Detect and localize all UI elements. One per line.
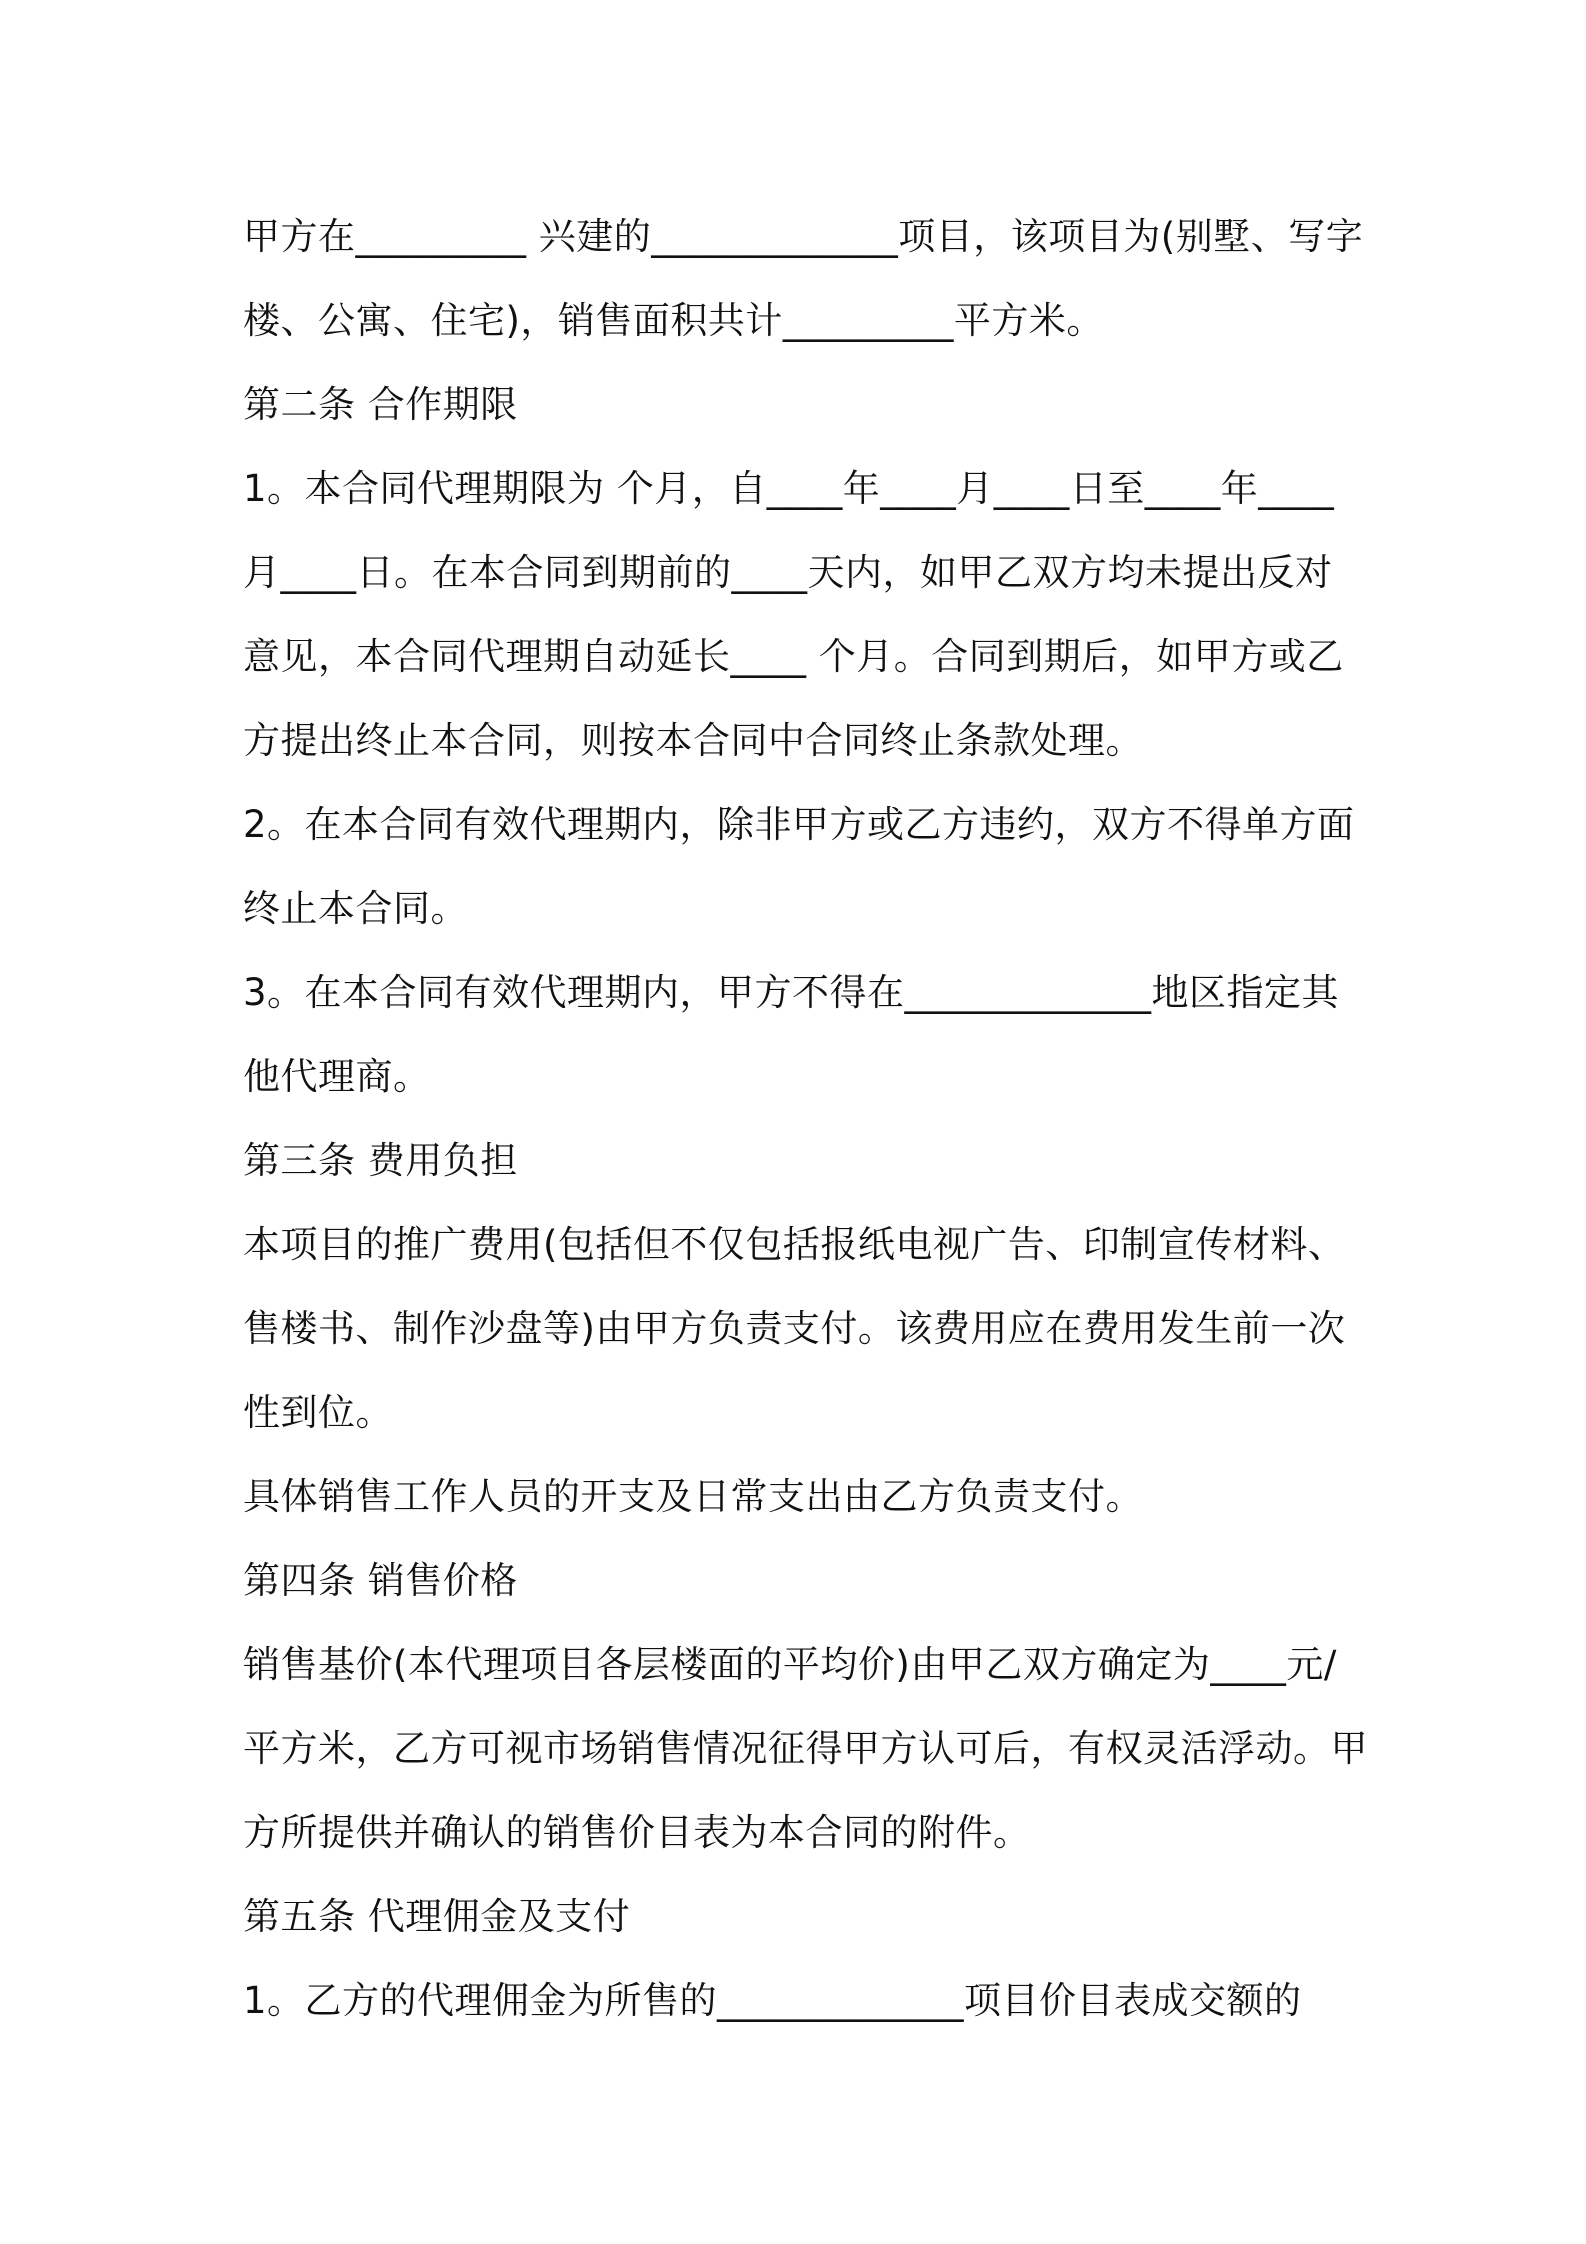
text-line: 意见，本合同代理期自动延长____ 个月。合同到期后，如甲方或乙 [243, 635, 1344, 678]
text-line: 平方米，乙方可视市场销售情况征得甲方认可后，有权灵活浮动。甲 [243, 1727, 1368, 1770]
section-heading: 第四条 销售价格 [243, 1559, 518, 1602]
section-heading: 第三条 费用负担 [243, 1139, 518, 1182]
text-line: 性到位。 [243, 1391, 393, 1434]
section-heading: 第五条 代理佣金及支付 [243, 1895, 631, 1938]
text-line: 具体销售工作人员的开支及日常支出由乙方负责支付。 [243, 1475, 1143, 1518]
text-line: 售楼书、制作沙盘等)由甲方负责支付。该费用应在费用发生前一次 [243, 1307, 1346, 1350]
text-line: 月____日。在本合同到期前的____天内，如甲乙双方均未提出反对 [243, 551, 1333, 594]
text-line: 方提出终止本合同，则按本合同中合同终止条款处理。 [243, 719, 1143, 762]
text-line: 楼、公寓、住宅)，销售面积共计_________平方米。 [243, 299, 1104, 342]
text-line: 甲方在_________ 兴建的_____________项目，该项目为(别墅、写字 [243, 215, 1364, 258]
text-line: 销售基价(本代理项目各层楼面的平均价)由甲乙双方确定为____元/ [243, 1643, 1337, 1686]
text-line: 3。在本合同有效代理期内，甲方不得在_____________地区指定其 [243, 971, 1340, 1014]
text-line: 方所提供并确认的销售价目表为本合同的附件。 [243, 1811, 1031, 1854]
section-heading: 第二条 合作期限 [243, 383, 518, 426]
document-body [243, 195, 1368, 2043]
text-line: 1。本合同代理期限为 个月，自____年____月____日至____年____ [243, 467, 1335, 510]
text-line: 2。在本合同有效代理期内，除非甲方或乙方违约，双方不得单方面 [243, 803, 1355, 846]
text-line: 本项目的推广费用(包括但不仅包括报纸电视广告、印制宣传材料、 [243, 1223, 1346, 1266]
text-line: 终止本合同。 [243, 887, 468, 930]
text-line: 他代理商。 [243, 1055, 431, 1098]
text-line: 1。乙方的代理佣金为所售的_____________项目价目表成交额的 [243, 1979, 1302, 2022]
